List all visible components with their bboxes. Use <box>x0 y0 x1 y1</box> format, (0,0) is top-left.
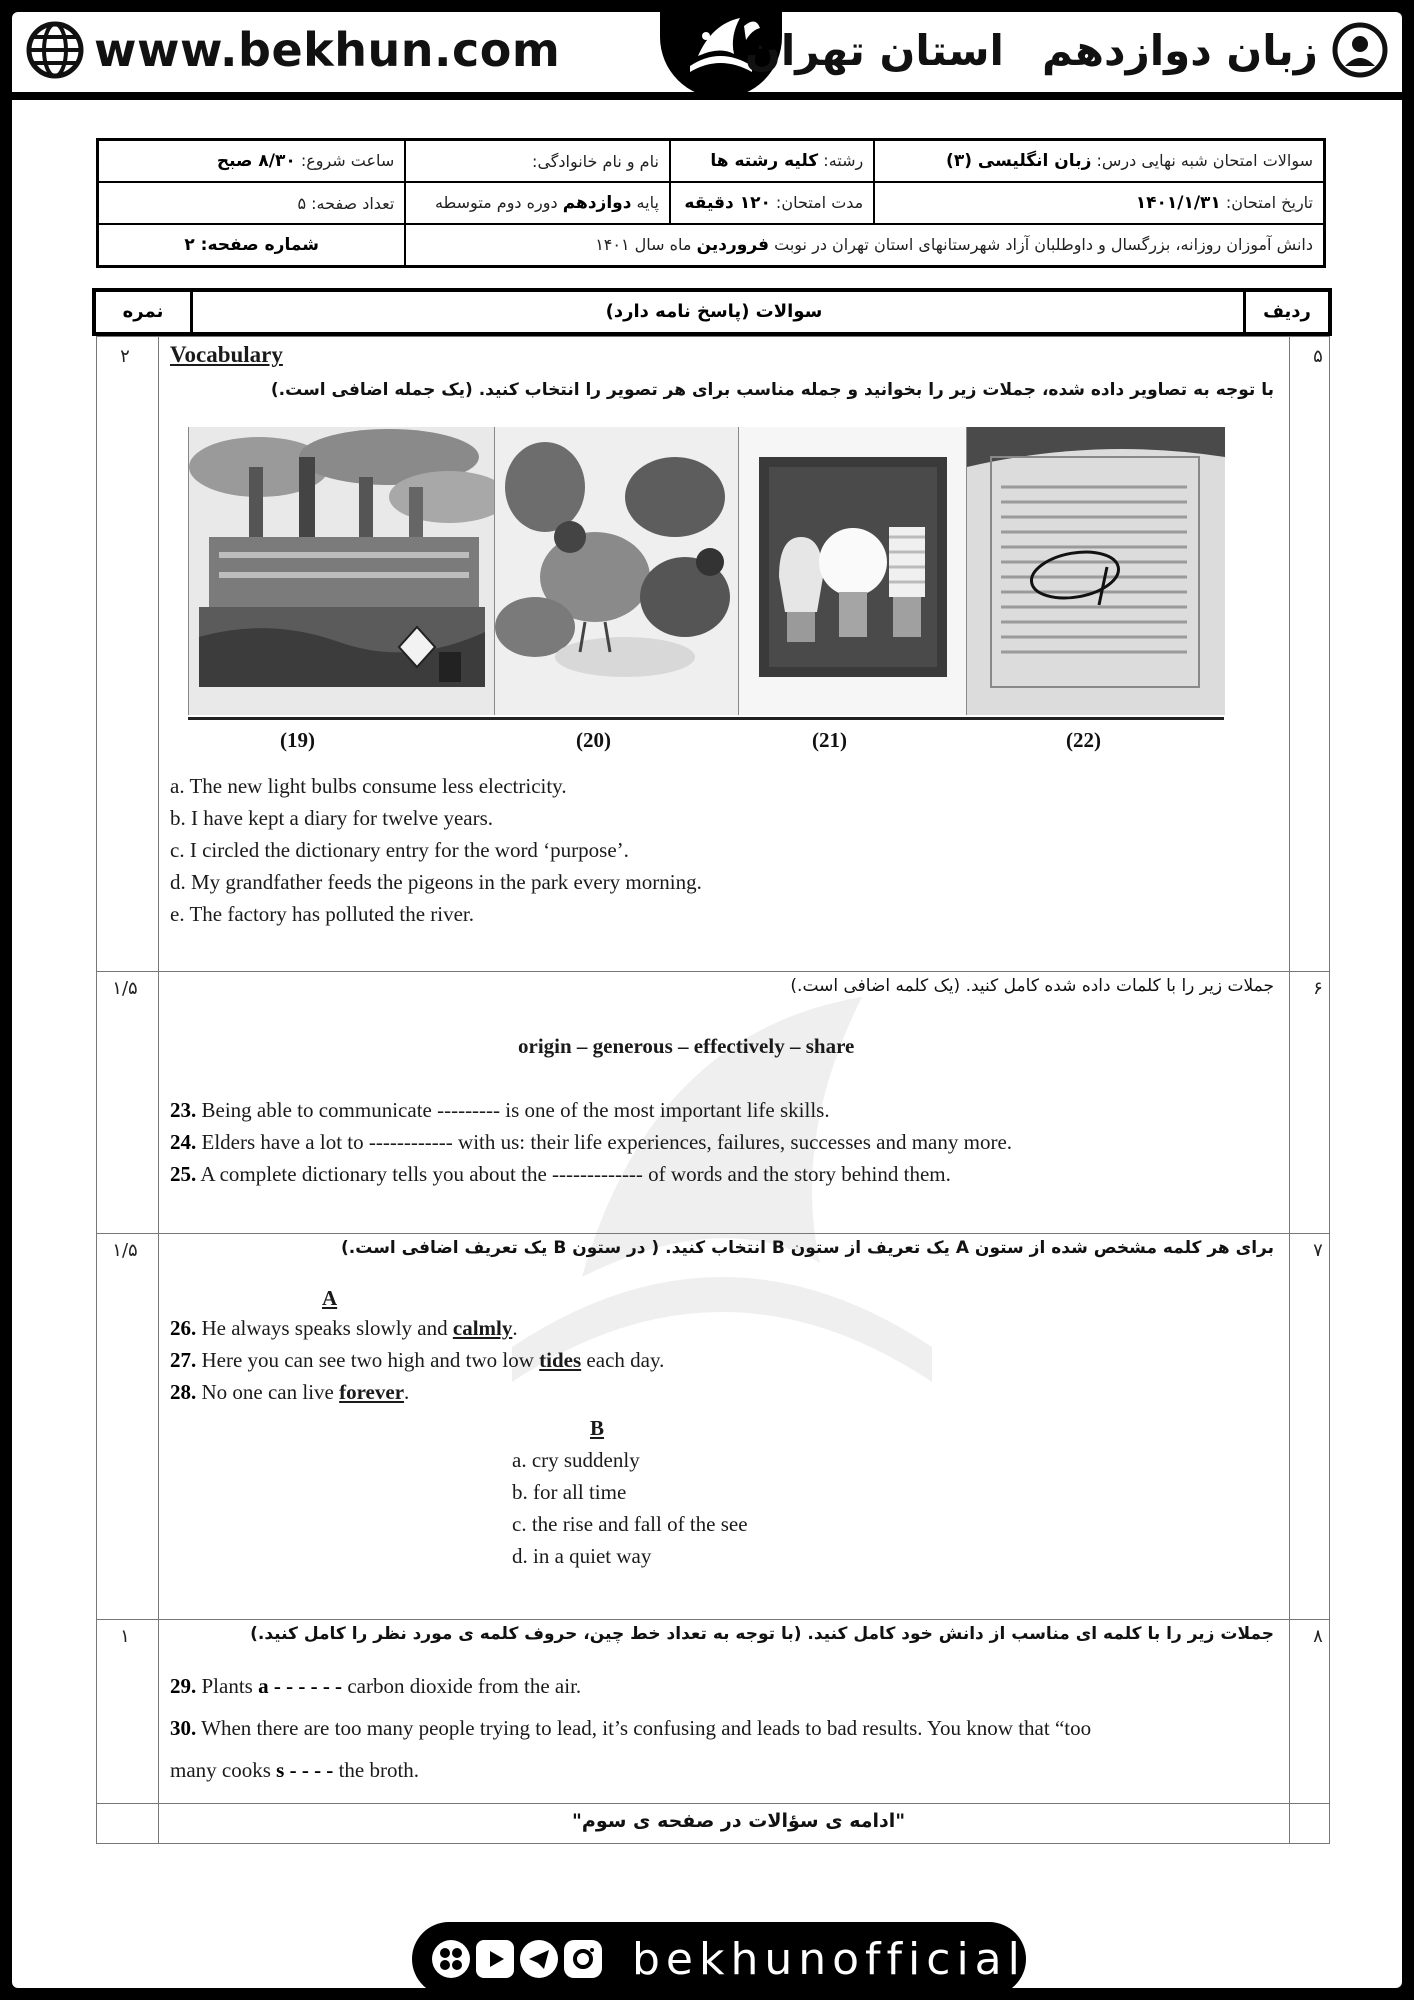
header-bar <box>12 12 1402 100</box>
picture-label-20: (20) <box>576 728 611 752</box>
row-number: ۷ <box>1313 1240 1323 1261</box>
definition-b: b. for all time <box>512 1480 627 1504</box>
social-footer[interactable] <box>412 1922 1026 1988</box>
score-value: ۱/۵ <box>112 1240 138 1261</box>
province-title: استان تهران <box>745 25 1004 75</box>
telegram-icon[interactable] <box>520 1940 558 1978</box>
definition-a: a. cry suddenly <box>512 1448 640 1472</box>
row-divider <box>97 1803 1329 1804</box>
website-url: www.bekhun.com <box>94 23 561 77</box>
page-number-cell: شماره صفحه: ۲ <box>98 224 406 267</box>
light-bulbs-image <box>739 427 967 715</box>
question-instruction: با توجه به تصاویر داده شده، جملات زیر را بخوانید و جمله مناسب برای هر تصویر را انتخاب کنید. (یک جمله اضافی است.) <box>270 380 1274 400</box>
row-divider <box>97 971 1329 972</box>
column-a-label: A <box>322 1286 338 1310</box>
pigeons-image <box>495 427 739 715</box>
item-28: 28. No one can live forever. <box>170 1380 410 1404</box>
definition-c: c. the rise and fall of the see <box>512 1512 748 1536</box>
duration-cell: مدت امتحان: ۱۲۰ دقیقه <box>670 182 874 224</box>
option-a: a. The new light bulbs consume less electricity. <box>170 774 567 798</box>
word-bank: origin – generous – effectively – share <box>518 1034 855 1058</box>
header-title <box>745 22 1388 78</box>
continue-note: "ادامه ی سؤالات در صفحه ی سوم" <box>572 1810 906 1832</box>
option-b: b. I have kept a diary for twelve years. <box>170 806 494 830</box>
row-col-divider <box>1289 337 1290 1843</box>
row-number: ۸ <box>1313 1626 1323 1647</box>
picture-19 <box>188 427 495 715</box>
picture-22 <box>966 427 1225 715</box>
option-d: d. My grandfather feeds the pigeons in the park every morning. <box>170 870 702 894</box>
grade-cell: پایه دوازدهم دوره دوم متوسطه <box>405 182 670 224</box>
dictionary-image <box>967 427 1225 715</box>
globe-icon <box>26 21 84 79</box>
exam-date-cell: تاریخ امتحان: ۱۴۰۱/۱/۳۱ <box>874 182 1324 224</box>
question-instruction: برای هر کلمه مشخص شده از ستون A یک تعریف از ستون B انتخاب کنید. ( در ستون B یک تعریف اضافی است.) <box>340 1238 1274 1258</box>
user-icon <box>1332 22 1388 78</box>
youtube-icon[interactable] <box>476 1940 514 1978</box>
score-col-divider <box>158 337 159 1843</box>
exam-info-table <box>96 138 1326 268</box>
picture-label-19: (19) <box>280 728 315 752</box>
row-divider <box>97 1233 1329 1234</box>
start-time-cell: ساعت شروع: ۸/۳۰ صبح <box>98 140 406 183</box>
row-divider <box>97 1619 1329 1620</box>
item-24: 24. Elders have a lot to ------------ with us: their life experiences, failures, successes and many more. <box>170 1130 1013 1154</box>
questions-col-header: سوالات (پاسخ نامه دارد) <box>605 301 823 322</box>
column-b-label: B <box>590 1416 605 1440</box>
score-col-header: نمره <box>96 292 193 332</box>
students-cell: دانش آموزان روزانه، بزرگسال و داوطلبان آزاد شهرستانهای استان تهران در نوبت فروردین ماه سال ۱۴۰۱ <box>405 224 1324 267</box>
item-23: 23. Being able to communicate --------- is one of the most important life skills. <box>170 1098 830 1122</box>
item-25: 25. A complete dictionary tells you about the ------------- of words and the story behind them. <box>170 1162 951 1186</box>
score-value: ۱/۵ <box>112 978 138 999</box>
row-col-header: ردیف <box>1243 292 1328 332</box>
picture-label-22: (22) <box>1066 728 1101 752</box>
aparat-icon[interactable] <box>432 1940 470 1978</box>
page <box>12 12 1402 1988</box>
score-value: ۲ <box>120 346 130 367</box>
row-number: ۵ <box>1313 346 1323 367</box>
score-value: ۱ <box>120 1626 130 1647</box>
student-name-cell[interactable]: نام و نام خانوادگی: <box>405 140 670 183</box>
option-c: c. I circled the dictionary entry for the word ‘purpose’. <box>170 838 629 862</box>
item-27: 27. Here you can see two high and two low tides each day. <box>170 1348 665 1372</box>
picture-strip <box>188 427 1224 720</box>
picture-21 <box>738 427 967 715</box>
row-number: ۶ <box>1313 978 1323 999</box>
question-instruction: جملات زیر را با کلمه ای مناسب از دانش خود کامل کنید. (با توجه به تعداد خط چین، حروف کلمه ی مورد نظر را کامل کنید.) <box>250 1624 1274 1644</box>
website-block[interactable] <box>26 20 560 80</box>
course-title-cell: سوالات امتحان شبه نهایی درس: زبان انگلیسی (۳) <box>874 140 1324 183</box>
item-30-line2: many cooks s - - - - the broth. <box>170 1758 420 1782</box>
option-e: e. The factory has polluted the river. <box>170 902 475 926</box>
questions-header <box>92 288 1332 336</box>
factory-image <box>189 427 495 715</box>
section-title: Vocabulary <box>170 342 283 367</box>
subject-title: زبان دوازدهم <box>1041 25 1318 75</box>
item-29: 29. Plants a - - - - - - carbon dioxide from the air. <box>170 1674 582 1698</box>
item-26: 26. He always speaks slowly and calmly. <box>170 1316 518 1340</box>
page-count-cell: تعداد صفحه: ۵ <box>98 182 406 224</box>
definition-d: d. in a quiet way <box>512 1544 652 1568</box>
question-instruction: جملات زیر را با کلمات داده شده کامل کنید. (یک کلمه اضافی است.) <box>790 976 1274 996</box>
social-handle: bekhunofficial <box>632 1934 1026 1985</box>
field-cell: رشته: کلیه رشته ها <box>670 140 874 183</box>
instagram-icon[interactable] <box>564 1940 602 1978</box>
item-30-line1: 30. When there are too many people trying to lead, it’s confusing and leads to bad results. You know that “too <box>170 1716 1092 1740</box>
picture-20 <box>494 427 739 715</box>
picture-label-21: (21) <box>812 728 847 752</box>
